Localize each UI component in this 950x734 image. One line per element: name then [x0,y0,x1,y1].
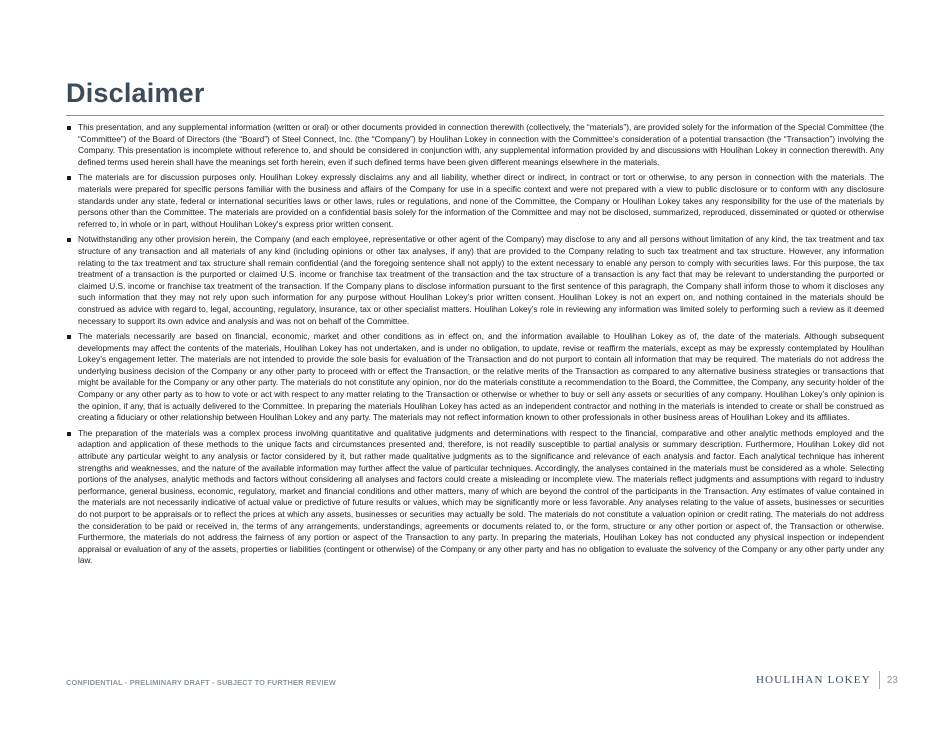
footer-brand [756,671,898,689]
confidential-notice: CONFIDENTIAL - PRELIMINARY DRAFT - SUBJECT TO FURTHER REVIEW [66,678,336,687]
square-bullet-icon [67,432,71,436]
disclaimer-paragraph [66,122,884,168]
square-bullet-icon [67,238,71,242]
page-title: Disclaimer [66,78,205,108]
paragraph-text: Notwithstanding any other provision herein, the Company (and each employee, representative or other agent of the Company) may disclose to any and all persons without limitation of any kind, the tax treatment and tax structure of any transaction and all materials of any kind (including opinions or other tax analyses, if any) that are provided to the Company relating to such tax treatment and tax structure. However, any information relating to the tax treatment and tax structure shall remain confidential (and the foregoing sentence shall not apply) to the extent necessary to enable any person to comply with securities laws. For this purpose, the tax treatment of a transaction is the purported or claimed U.S. income or franchise tax treatment of the transaction and the tax structure of a transaction is any fact that may be relevant to understanding the purported or claimed U.S. income or franchise tax treatment of the transaction. If the Company plans to disclose information pursuant to the first sentence of this paragraph, the Company shall inform those to whom it discloses any such information that they may not rely upon such information for any purpose without Houlihan Lokey’s prior written consent. Houlihan Lokey is not an expert on, and nothing contained in the materials should be construed as advice with regard to, legal, accounting, regulatory, insurance, tax or other specialist matters. Houlihan Lokey’s role in reviewing any information was limited solely to performing such a review as it deemed necessary to support its own advice and analysis and was not on behalf of the Committee. [78,234,884,326]
disclaimer-list [66,122,884,571]
title-divider [66,115,884,116]
square-bullet-icon [67,126,71,130]
footer-divider [879,671,880,689]
paragraph-text: The preparation of the materials was a complex process involving quantitative and qualitative judgments and determinations with respect to the financial, comparative and other analytic methods employed and the adaption and application of these methods to the unique facts and circumstances presented and, therefore, is not readily susceptible to partial analysis or summary description. Furthermore, Houlihan Lokey did not attribute any particular weight to any analysis or factor considered by it, but rather made qualitative judgments as to the significance and relevance of each analysis and factor. Each analytical technique has inherent strengths and weaknesses, and the nature of the available information may further affect the value of particular techniques. Accordingly, the analyses contained in the materials must be considered as a whole. Selecting portions of the analyses, analytic methods and factors without considering all analyses and factors could create a misleading or incomplete view. The materials reflect judgments and assumptions with regard to industry performance, general business, economic, regulatory, market and financial conditions and other matters, many of which are beyond the control of the participants in the Transaction. Any estimates of value contained in the materials are not necessarily indicative of actual value or predictive of future results or values, which may be significantly more or less favorable. Any analyses relating to the value of assets, businesses or securities do not purport to be appraisals or to reflect the prices at which any assets, businesses or securities may actually be sold. The materials do not constitute a valuation opinion or credit rating. The materials do not address the consideration to be paid or received in, the terms of any arrangements, understandings, agreements or documents related to, or the form, structure or any other portion or aspect of, the Transaction or otherwise. Furthermore, the materials do not address the fairness of any portion or aspect of the Transaction to any party. In preparing the materials, Houlihan Lokey has not conducted any physical inspection or independent appraisal or evaluation of any of the assets, properties or liabilities (contingent or otherwise) of the Company or any other party and has no obligation to evaluate the solvency of the Company or any other party under any law. [78,427,884,566]
disclaimer-paragraph [66,172,884,230]
houlihan-lokey-logo: HOULIHAN LOKEY [756,674,871,686]
page-number: 23 [886,674,898,686]
paragraph-text: The materials necessarily are based on financial, economic, market and other conditions as in effect on, and the information available to Houlihan Lokey as of, the date of the materials. Although subsequent developments may affect the contents of the materials, Houlihan Lokey has not undertaken, and is under no obligation, to update, revise or reaffirm the materials, except as may be expressly contemplated by Houlihan Lokey’s engagement letter. The materials are not intended to provide the sole basis for evaluation of the Transaction and do not purport to contain all information that may be required. The materials do not address the underlying business decision of the Company or any other party to proceed with or effect the Transaction, or the relative merits of the Transaction as compared to any alternative business strategies or transactions that might be available for the Company or any other party. The materials do not constitute any opinion, nor do the materials constitute a recommendation to the Board, the Committee, the Company, any security holder of the Company or any other party as to how to vote or act with respect to any matter relating to the Transaction or otherwise or whether to buy or sell any assets or securities of any company. Houlihan Lokey’s only opinion is the opinion, if any, that is actually delivered to the Committee. In preparing the materials Houlihan Lokey has acted as an independent contractor and nothing in the materials is intended to create or shall be construed as creating a fiduciary or other relationship between Houlihan Lokey and any party. The materials may not reflect information known to other professionals in other business areas of Houlihan Lokey and its affiliates. [78,331,884,423]
square-bullet-icon [67,176,71,180]
disclaimer-paragraph [66,428,884,567]
disclaimer-paragraph [66,331,884,424]
paragraph-text: This presentation, and any supplemental information (written or oral) or other documents provided in connection therewith (collectively, the “materials”), are provided solely for the information of the Special Committee (the “Committee”) of the Board of Directors (the “Board”) of Steel Connect, Inc. (the “Company”) by Houlihan Lokey in connection with the Committee’s consideration of a potential transaction (the “Transaction”) involving the Company. This presentation is incomplete without reference to, and should be considered in conjunction with, any supplemental information provided by and discussions with Houlihan Lokey in connection therewith. Any defined terms used herein shall have the meanings set forth herein, even if such defined terms have been given different meanings elsewhere in the materials. [78,122,884,167]
paragraph-text: The materials are for discussion purposes only. Houlihan Lokey expressly disclaims any and all liability, whether direct or indirect, in contract or tort or otherwise, to any person in connection with the materials. The materials were prepared for specific persons familiar with the business and affairs of the Company for use in a specific context and were not prepared with a view to public disclosure or to conform with any disclosure standards under any state, federal or international securities laws or other laws, rules or regulations, and none of the Committee, the Company or Houlihan Lokey takes any responsibility for the use of the materials by persons other than the Committee. The materials are provided on a confidential basis solely for the information of the Committee and may not be disclosed, summarized, reproduced, disseminated or quoted or otherwise referred to, in whole or in part, without Houlihan Lokey’s express prior written consent. [78,172,884,229]
square-bullet-icon [67,335,71,339]
disclaimer-paragraph [66,234,884,327]
